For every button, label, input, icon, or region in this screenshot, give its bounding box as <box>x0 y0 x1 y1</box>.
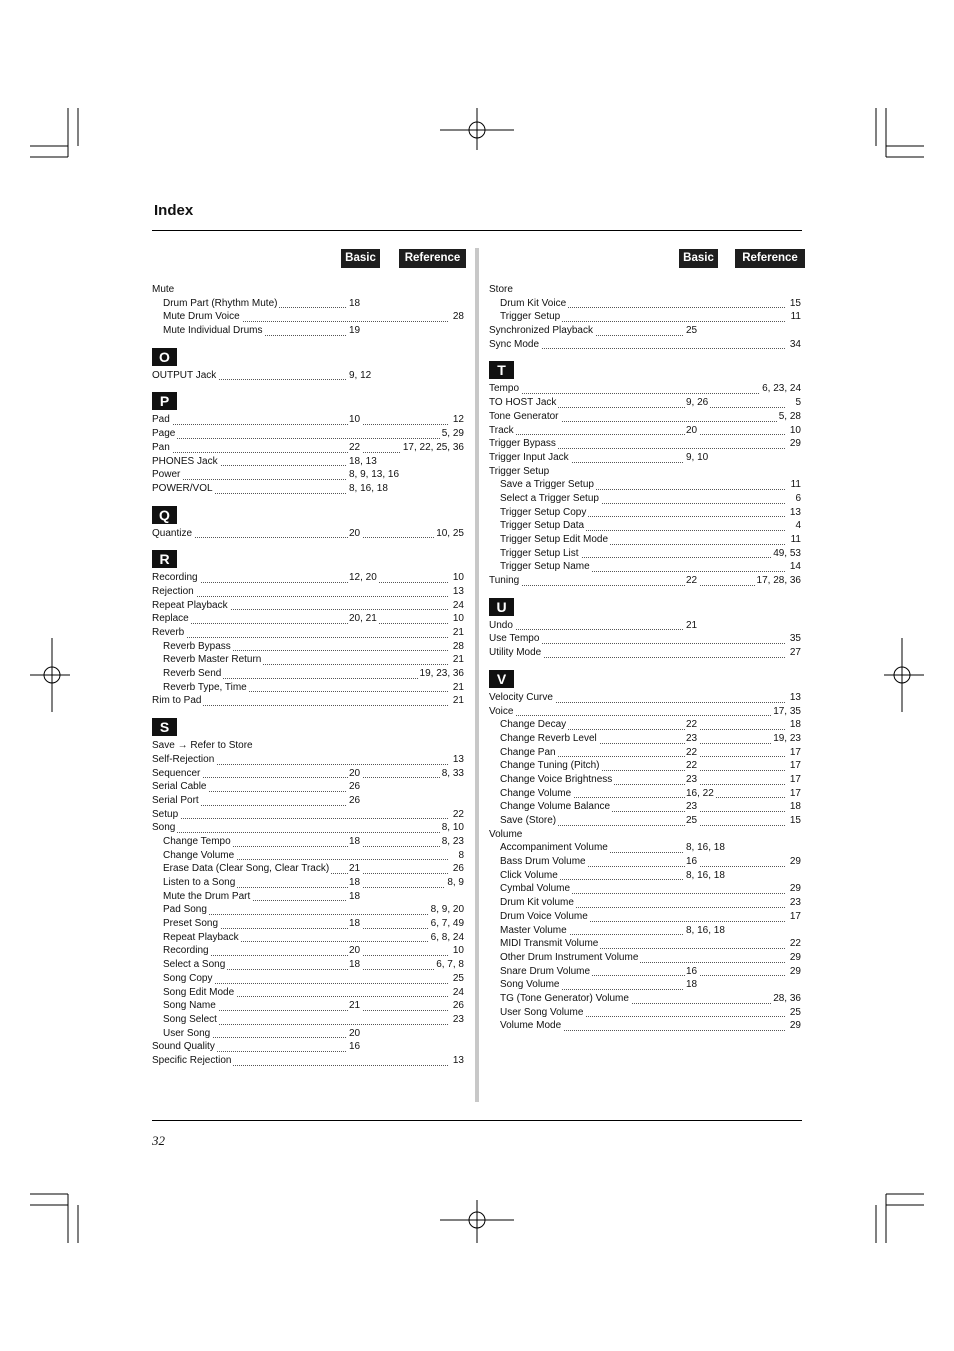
leader-dots <box>156 524 448 539</box>
entry-label: Preset Song <box>163 918 219 930</box>
basic-page-ref: 23 <box>686 801 698 813</box>
reference-page-ref: 6, 7, 8 <box>436 959 464 971</box>
reference-page-ref: 13 <box>789 506 801 518</box>
index-entry <box>152 482 464 496</box>
entry-label: Tempo <box>489 383 520 395</box>
entry-label: Tuning <box>489 575 520 587</box>
reference-page-ref: 29 <box>789 438 801 450</box>
reference-page-ref: 35 <box>789 633 801 645</box>
leader-dots <box>156 424 448 439</box>
reference-page-ref: 34 <box>789 338 801 350</box>
leader-dots <box>156 805 448 820</box>
basic-page-ref: 21 <box>686 619 698 631</box>
basic-page-ref: 18 <box>686 979 698 991</box>
basic-page-ref: 10 <box>349 414 361 426</box>
entry-label: Trigger Setup List <box>500 547 579 559</box>
basic-page-ref: 9, 26 <box>686 397 709 409</box>
reference-page-ref: 6 <box>795 492 801 504</box>
reference-page-ref: 27 <box>789 647 801 659</box>
letter-heading-label: Q <box>152 506 177 524</box>
entry-label: Rim to Pad <box>152 695 202 707</box>
basic-page-ref: 19 <box>349 325 361 337</box>
basic-page-ref: 26 <box>349 781 361 793</box>
entry-label: Select a Trigger Setup <box>500 492 599 504</box>
basic-page-ref: 20 <box>349 767 361 779</box>
reference-page-ref: 10 <box>452 613 464 625</box>
reference-page-ref: 5, 29 <box>441 428 464 440</box>
basic-page-ref: 18 <box>349 877 361 888</box>
index-entry <box>489 574 801 588</box>
leader-dots <box>493 379 785 394</box>
entry-label: Change Decay <box>500 719 567 731</box>
reference-page-ref: 18 <box>789 719 801 731</box>
letter-heading <box>489 361 801 379</box>
reference-page-ref: 11 <box>790 479 801 491</box>
entry-label: Synchronized Playback <box>489 325 593 337</box>
reference-page-ref: 25 <box>789 1006 801 1018</box>
entry-label: Cymbal Volume <box>500 883 571 895</box>
entry-label: Song <box>152 822 176 834</box>
page-title: Index <box>154 202 194 219</box>
entry-label: OUTPUT Jack <box>152 369 217 381</box>
letter-heading-label: V <box>489 670 514 688</box>
letter-heading-label: R <box>152 550 177 568</box>
reference-page-ref: 13 <box>452 585 464 597</box>
basic-page-ref: 16 <box>349 1041 361 1053</box>
letter-heading-label: S <box>152 718 177 736</box>
index-entry <box>152 527 464 541</box>
leader-dots <box>493 571 785 586</box>
reference-page-ref: 6, 7, 49 <box>430 918 464 930</box>
entry-label: Repeat Playback <box>152 599 228 611</box>
leader-dots <box>493 616 683 631</box>
reference-page-ref: 10 <box>452 945 464 957</box>
entry-label: Setup <box>152 808 179 820</box>
entry-label: Reverb Bypass <box>163 640 231 652</box>
entry-label: Save → Refer to Store <box>152 740 253 752</box>
entry-label: Self-Rejection <box>152 753 215 765</box>
entry-label: MIDI Transmit Volume <box>500 938 599 950</box>
reference-page-ref: 15 <box>789 815 801 826</box>
reference-page-ref: 22 <box>789 938 801 950</box>
basic-page-ref: 22 <box>686 760 698 772</box>
bottom-rule <box>152 1120 802 1121</box>
entry-label: Velocity Curve <box>489 691 553 703</box>
entry-label: Trigger Setup Copy <box>500 506 587 518</box>
reference-page-ref: 10 <box>452 572 464 584</box>
reference-header-left: Reference <box>399 249 466 268</box>
basic-header-left: Basic <box>341 249 380 268</box>
index-entry <box>152 369 464 383</box>
reference-page-ref: 22 <box>452 808 464 820</box>
leader-dots <box>156 623 448 638</box>
reference-page-ref: 8, 23 <box>441 835 464 847</box>
basic-page-ref: 16 <box>686 856 698 868</box>
entry-label: Recording <box>152 572 198 584</box>
entry-label: TO HOST Jack <box>489 397 557 409</box>
index-entry <box>152 694 464 708</box>
entry-label: Sound Quality <box>152 1041 215 1053</box>
title-rule <box>152 230 802 231</box>
reference-page-ref: 10, 25 <box>436 527 464 539</box>
letter-heading-label: O <box>152 348 177 366</box>
reference-page-ref: 29 <box>789 856 801 868</box>
entry-label: Tone Generator <box>489 410 559 422</box>
index-column-right <box>489 283 801 1033</box>
reference-page-ref: 19, 23, 36 <box>419 668 464 680</box>
index-entry <box>489 338 801 352</box>
basic-page-ref: 18, 13 <box>349 455 377 467</box>
entry-label: Pad Song <box>163 904 207 916</box>
letter-heading <box>152 348 464 366</box>
entry-label: Sync Mode <box>489 338 540 350</box>
reference-page-ref: 6, 23, 24 <box>762 383 801 395</box>
reference-page-ref: 17, 22, 25, 36 <box>402 441 464 453</box>
reference-page-ref: 49, 53 <box>773 547 801 559</box>
reference-page-ref: 5 <box>795 397 801 409</box>
letter-heading <box>152 506 464 524</box>
reference-header-right: Reference <box>735 249 805 268</box>
entry-label: Use Tempo <box>489 633 540 645</box>
entry-label: Mute <box>152 284 175 295</box>
basic-page-ref: 20 <box>349 945 361 957</box>
entry-label: Song Name <box>163 1000 216 1012</box>
entry-label: Save (Store) <box>500 815 557 826</box>
entry-label: Store <box>489 284 513 295</box>
column-divider <box>475 248 479 1102</box>
basic-page-ref: 8, 16, 18 <box>686 924 725 936</box>
reference-page-ref: 28, 36 <box>773 992 801 1004</box>
entry-label: Serial Cable <box>152 781 207 793</box>
reference-page-ref: 13 <box>789 691 801 703</box>
entry-label: Song Select <box>163 1013 217 1025</box>
basic-page-ref: 26 <box>349 794 361 806</box>
basic-page-ref: 9, 12 <box>349 369 372 381</box>
entry-label: Drum Part (Rhythm Mute) <box>163 297 278 309</box>
entry-label: Change Voice Brightness <box>500 773 613 785</box>
leader-dots <box>156 609 448 624</box>
entry-label: Drum Voice Volume <box>500 910 588 922</box>
entry-label: Undo <box>489 619 513 631</box>
index-entry <box>152 324 464 338</box>
entry-label: Change Volume <box>500 787 572 799</box>
entry-label: Volume <box>489 828 523 840</box>
reference-page-ref: 17, 35 <box>773 705 801 717</box>
letter-heading <box>489 670 801 688</box>
basic-page-ref: 8, 16, 18 <box>686 869 725 881</box>
reference-page-ref: 8 <box>458 849 464 861</box>
entry-label: Sequencer <box>152 767 201 779</box>
entry-label: Mute Individual Drums <box>163 325 263 337</box>
entry-label: Change Pan <box>500 746 556 758</box>
basic-page-ref: 20, 21 <box>349 613 377 625</box>
entry-label: Song Volume <box>500 979 560 991</box>
entry-label: Mute Drum Voice <box>163 311 240 323</box>
leader-dots <box>156 818 448 833</box>
entry-label: Reverb Send <box>163 668 222 680</box>
registration-mark-left <box>30 638 70 712</box>
reference-page-ref: 28 <box>452 311 464 323</box>
entry-label: Pan <box>152 441 170 453</box>
letter-heading-label: U <box>489 598 514 616</box>
basic-page-ref: 12, 20 <box>349 572 377 584</box>
basic-page-ref: 16 <box>686 965 698 977</box>
entry-label: Volume Mode <box>500 1020 562 1032</box>
entry-label: Song Copy <box>163 972 213 984</box>
entry-label: Trigger Setup <box>500 311 561 323</box>
basic-page-ref: 23 <box>686 732 698 744</box>
reference-page-ref: 21 <box>452 681 464 693</box>
basic-page-ref: 25 <box>686 815 698 826</box>
page-number: 32 <box>152 1133 165 1148</box>
entry-label: Trigger Bypass <box>489 438 556 450</box>
basic-page-ref: 18 <box>349 835 361 847</box>
reference-page-ref: 21 <box>452 627 464 638</box>
basic-page-ref: 18 <box>349 297 361 309</box>
entry-label: Quantize <box>152 527 193 539</box>
basic-page-ref: 9, 10 <box>686 451 709 463</box>
reference-page-ref: 29 <box>789 883 801 895</box>
reference-page-ref: 8, 9 <box>447 877 464 888</box>
leader-dots <box>167 900 448 915</box>
entry-label: Save a Trigger Setup <box>500 479 594 491</box>
letter-heading <box>152 550 464 568</box>
entry-label: Trigger Setup Data <box>500 520 585 532</box>
reference-page-ref: 19, 23 <box>773 732 801 744</box>
crop-mark-top-right <box>876 108 924 157</box>
letter-heading <box>152 392 464 410</box>
reference-page-ref: 18 <box>789 801 801 813</box>
basic-page-ref: 18 <box>349 918 361 930</box>
reference-page-ref: 11 <box>790 311 801 323</box>
crop-mark-bottom-left <box>30 1194 78 1243</box>
entry-label: Reverb Master Return <box>163 654 262 666</box>
entry-label: Mute the Drum Part <box>163 890 251 902</box>
reference-page-ref: 21 <box>452 695 464 707</box>
reference-page-ref: 17 <box>789 910 801 922</box>
entry-label: Power <box>152 469 181 481</box>
letter-heading-label: T <box>489 361 514 379</box>
basic-header-right: Basic <box>679 249 718 268</box>
entry-label: Change Volume <box>163 849 235 861</box>
reference-page-ref: 23 <box>789 897 801 909</box>
leader-dots <box>156 465 346 480</box>
reference-page-ref: 29 <box>789 1020 801 1032</box>
entry-label: Track <box>489 424 514 436</box>
reference-page-ref: 4 <box>795 520 801 532</box>
entry-label: TG (Tone Generator) Volume <box>500 992 629 1004</box>
entry-label: Trigger Setup Name <box>500 561 590 573</box>
index-entry <box>489 814 801 828</box>
entry-label: Utility Mode <box>489 647 542 659</box>
entry-label: Page <box>152 428 176 440</box>
letter-heading <box>152 718 464 736</box>
basic-page-ref: 16, 22 <box>686 787 714 799</box>
entry-label: Drum Kit Voice <box>500 297 567 309</box>
basic-page-ref: 25 <box>686 325 698 337</box>
leader-dots <box>156 582 448 597</box>
reference-page-ref: 26 <box>452 863 464 875</box>
entry-label: Reverb <box>152 627 185 638</box>
reference-page-ref: 24 <box>452 986 464 998</box>
entry-label: Song Edit Mode <box>163 986 235 998</box>
crop-mark-bottom-right <box>876 1194 924 1243</box>
reference-page-ref: 17 <box>789 787 801 799</box>
entry-label: Select a Song <box>163 959 226 971</box>
entry-label: POWER/VOL <box>152 482 213 494</box>
reference-page-ref: 13 <box>452 1054 464 1066</box>
reference-page-ref: 24 <box>452 599 464 611</box>
reference-page-ref: 12 <box>452 414 464 426</box>
leader-dots <box>493 421 785 436</box>
entry-label: Drum Kit volume <box>500 897 574 909</box>
basic-page-ref: 21 <box>349 863 361 875</box>
entry-label: Erase Data (Clear Song, Clear Track) <box>163 863 330 875</box>
entry-label: Change Reverb Level <box>500 732 597 744</box>
reference-page-ref: 25 <box>452 972 464 984</box>
crop-mark-top-left <box>30 108 78 157</box>
reference-page-ref: 29 <box>789 951 801 963</box>
leader-dots <box>493 702 785 717</box>
basic-page-ref: 20 <box>349 1027 361 1039</box>
basic-page-ref: 23 <box>686 773 698 785</box>
entry-label: PHONES Jack <box>152 455 218 467</box>
index-entry <box>152 1054 464 1068</box>
reference-page-ref: 5, 28 <box>778 410 801 422</box>
entry-label: Accompaniment Volume <box>500 842 608 854</box>
reference-page-ref: 13 <box>452 753 464 765</box>
entry-label: Change Tempo <box>163 835 231 847</box>
entry-label: User Song <box>163 1027 211 1039</box>
entry-label: Snare Drum Volume <box>500 965 591 977</box>
entry-label: Pad <box>152 414 170 426</box>
entry-label: Serial Port <box>152 794 199 806</box>
basic-page-ref: 22 <box>686 575 698 587</box>
basic-page-ref: 22 <box>686 719 698 731</box>
entry-label: Other Drum Instrument Volume <box>500 951 639 963</box>
entry-label: User Song Volume <box>500 1006 584 1018</box>
entry-label: Change Volume Balance <box>500 801 611 813</box>
basic-page-ref: 8, 16, 18 <box>686 842 725 854</box>
entry-label: Recording <box>163 945 209 957</box>
reference-page-ref: 8, 10 <box>441 822 464 834</box>
basic-page-ref: 22 <box>349 441 361 453</box>
letter-heading <box>489 598 801 616</box>
reference-page-ref: 26 <box>452 1000 464 1012</box>
entry-label: Trigger Setup <box>489 465 550 477</box>
entry-label: Repeat Playback <box>163 931 239 943</box>
entry-label: Change Tuning (Pitch) <box>500 760 600 772</box>
registration-mark-top <box>440 108 514 150</box>
registration-mark-right <box>884 638 924 712</box>
basic-page-ref: 8, 9, 13, 16 <box>349 469 400 481</box>
reference-page-ref: 8, 33 <box>441 767 464 779</box>
reference-page-ref: 29 <box>789 965 801 977</box>
entry-label: Trigger Input Jack <box>489 451 569 463</box>
reference-page-ref: 17 <box>789 773 801 785</box>
reference-page-ref: 23 <box>452 1013 464 1025</box>
reference-page-ref: 17 <box>789 760 801 772</box>
entry-label: Replace <box>152 613 189 625</box>
reference-page-ref: 10 <box>789 424 801 436</box>
entry-label: Click Volume <box>500 869 558 881</box>
entry-label: Reverb Type, Time <box>163 681 247 693</box>
reference-page-ref: 14 <box>789 561 801 573</box>
basic-page-ref: 21 <box>349 1000 361 1012</box>
reference-page-ref: 17, 28, 36 <box>756 575 801 587</box>
basic-page-ref: 20 <box>686 424 698 436</box>
entry-label: Voice <box>489 705 514 717</box>
reference-page-ref: 28 <box>452 640 464 652</box>
registration-mark-bottom <box>440 1200 514 1243</box>
entry-label: Trigger Setup Edit Mode <box>500 534 609 545</box>
basic-page-ref: 8, 16, 18 <box>349 482 388 494</box>
index-entry <box>489 646 801 660</box>
entry-label: Listen to a Song <box>163 877 236 888</box>
basic-page-ref: 22 <box>686 746 698 758</box>
reference-page-ref: 8, 9, 20 <box>430 904 464 916</box>
letter-heading-label: P <box>152 392 177 410</box>
entry-label: Bass Drum Volume <box>500 856 586 868</box>
index-entry <box>489 1019 801 1033</box>
basic-page-ref: 18 <box>349 890 361 902</box>
entry-label: Rejection <box>152 585 194 597</box>
reference-page-ref: 6, 8, 24 <box>430 931 464 943</box>
reference-page-ref: 17 <box>789 746 801 758</box>
index-entry <box>489 451 801 465</box>
entry-label: Master Volume <box>500 924 567 936</box>
reference-page-ref: 15 <box>789 297 801 309</box>
reference-page-ref: 11 <box>790 534 801 545</box>
basic-page-ref: 20 <box>349 527 361 539</box>
entry-label: Specific Rejection <box>152 1054 232 1066</box>
index-column-left <box>152 283 464 1068</box>
leader-dots <box>156 568 448 583</box>
reference-page-ref: 21 <box>452 654 464 666</box>
leader-dots <box>156 410 448 425</box>
basic-page-ref: 18 <box>349 959 361 971</box>
